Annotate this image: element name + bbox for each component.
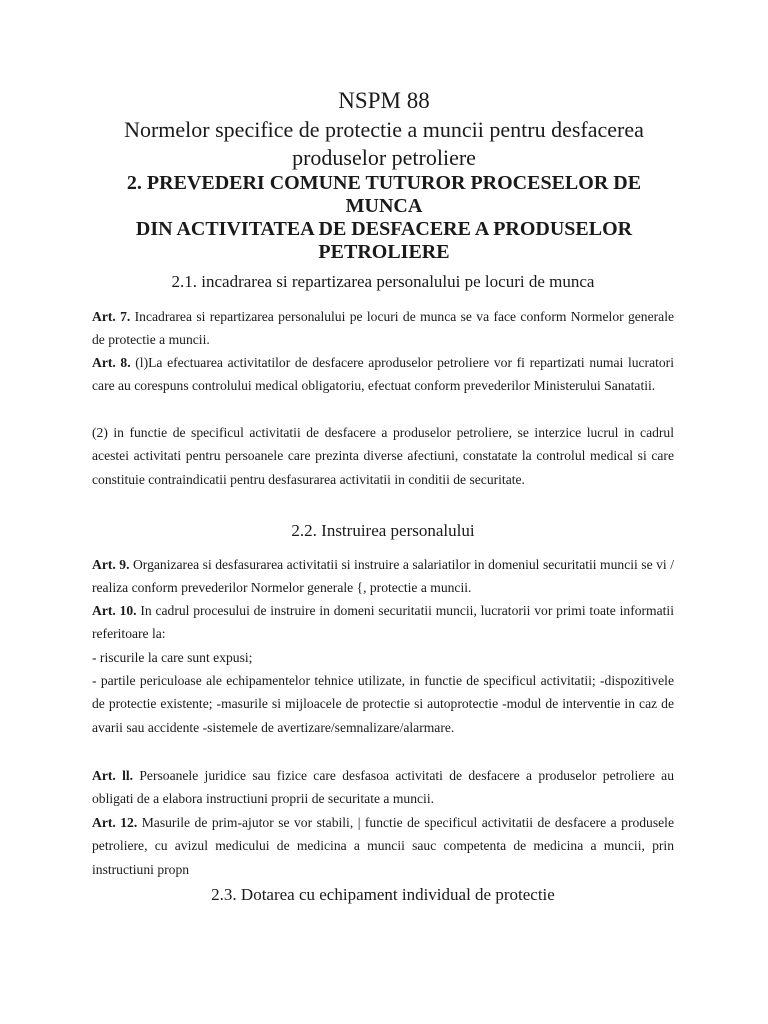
chapter-heading-line4: PETROLIERE	[318, 241, 450, 263]
article-12-text: Masurile de prim-ajutor se vor stabili, | functie de specificul activitatii de desfacere a produsele petroliere, cu avizul medicului de medicina a muncii sauc competenta de medicina a muncii, prin instructiuni propn	[92, 815, 674, 877]
article-8-paragraph-2: (2) in functie de specificul activitatii de desfacere a produselor petroliere, se interzice lucrul in cadrul acestei activitati pentru persoanele care prezinta diverse afectiuni, constatate la controlul medical si care constituie contraindicatii pentru desfasurarea activitatii in conditii de securitate.	[92, 425, 674, 487]
title-block	[60, 86, 708, 264]
article-10-label: Art. 10.	[92, 603, 137, 618]
section-heading-2-2: 2.2. Instruirea personalului	[291, 521, 475, 540]
article-12-label: Art. 12.	[92, 815, 138, 830]
article-11	[92, 764, 674, 811]
article-10-item-1: - riscurile la care sunt expusi;	[92, 650, 253, 665]
article-8-label: Art. 8.	[92, 355, 131, 370]
article-9-text: Organizarea si desfasurarea activitatii si instruire a salariatilor in domeniul securitatii muncii se vi / realiza conform prevederilor Normelor generale {, protectie a muncii.	[92, 557, 674, 596]
document-title-line2: produselor petroliere	[292, 145, 476, 170]
article-9-label: Art. 9.	[92, 557, 130, 572]
chapter-heading-line1: 2. PREVEDERI COMUNE TUTUROR PROCESELOR DE	[126, 172, 642, 194]
section-heading-2-3: 2.3. Dotarea cu echipament individual de protectie	[211, 885, 555, 904]
document-code: NSPM 88	[338, 88, 430, 113]
article-7-label: Art. 7.	[92, 309, 131, 324]
article-10	[92, 599, 674, 646]
article-8	[92, 351, 674, 398]
chapter-heading-line2: MUNCA	[345, 195, 423, 217]
article-11-text: Persoanele juridice sau fizice care desfasoa activitati de desfacere a produselor petroliere au obligati de a elabora instructiuni proprii de securitate a muncii.	[92, 768, 674, 807]
article-7-text: Incadrarea si repartizarea personalului pe locuri de munca se va face conform Normelor generale de protectie a muncii.	[92, 309, 674, 348]
article-8-text: (l)La efectuarea activitatilor de desfacere aproduselor petroliere vor fi repartizati numai lucratori care au corespuns controlului medical obligatoriu, efectuat conform prevederilor Ministerului Sanatatii.	[92, 355, 674, 394]
section-heading-2-1: 2.1. incadrarea si repartizarea personalului pe locuri de munca	[171, 272, 595, 291]
article-10-text: In cadrul procesului de instruire in domeni securitatii muncii, lucratorii vor primi toate informatii referitoare la:	[92, 603, 674, 642]
article-9	[92, 553, 674, 600]
article-11-label: Art. ll.	[92, 768, 134, 783]
article-10-item-2: - partile periculoase ale echipamentelor tehnice utilizate, in functie de specificul activitatii; -dispozitivele de protectie existente; -masurile si mijloacele de protectie si autoprotectie -modul de interventie in caz de avarii sau accidente -sistemele de avertizare/semnalizare/alarmare.	[92, 673, 674, 735]
document-title-line1: Normelor specifice de protectie a muncii pentru desfacerea	[124, 117, 644, 142]
article-12	[92, 811, 674, 881]
article-7	[92, 305, 674, 352]
chapter-heading-line3: DIN ACTIVITATEA DE DESFACERE A PRODUSELOR	[135, 218, 633, 240]
